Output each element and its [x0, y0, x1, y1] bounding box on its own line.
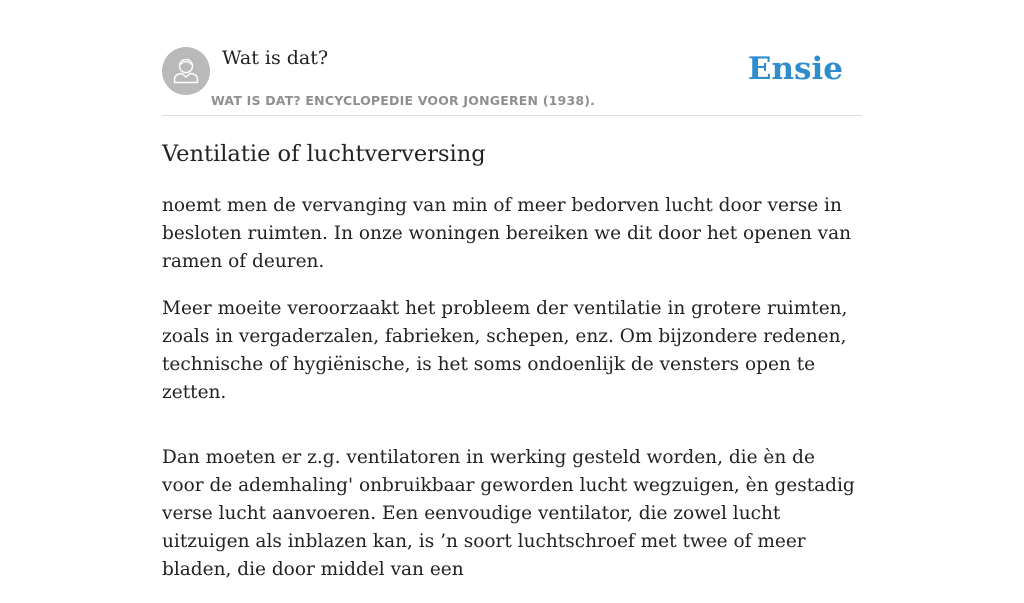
entry-title: Ventilatie of luchtverversing: [162, 141, 486, 167]
content-container: [162, 0, 862, 580]
source-header: [162, 0, 862, 116]
source-title[interactable]: Wat is dat?: [222, 47, 329, 69]
entry-body: [162, 192, 862, 603]
user-icon: [162, 47, 210, 95]
source-subtitle[interactable]: WAT IS DAT? ENCYCLOPEDIE VOOR JONGEREN (1938).: [211, 93, 596, 108]
entry-paragraph: noemt men de vervanging van min of meer bedorven lucht door verse in besloten ruimten. In onze woningen bereiken we dit door het openen van ramen of deuren.: [162, 195, 852, 272]
avatar[interactable]: [162, 47, 210, 95]
entry-paragraph: Dan moeten er z.g. ventilatoren in werking gesteld worden, die èn de voor de ademhaling' onbruikbaar geworden lucht wegzuigen, èn gestadig verse lucht aanvoeren. Een eenvoudige ventilator, die zowel lucht uitzuigen als inblazen kan, is ’n soort luchtschroef met twee of meer bladen, die door middel van een: [162, 447, 855, 580]
entry-paragraph: Meer moeite veroorzaakt het probleem der ventilatie in grotere ruimten, zoals in vergaderzalen, fabrieken, schepen, enz. Om bijzondere redenen, technische of hygiënische, is het soms ondoenlijk de vensters open te zetten.: [162, 298, 848, 403]
ensie-logo[interactable]: Ensie: [747, 51, 843, 87]
